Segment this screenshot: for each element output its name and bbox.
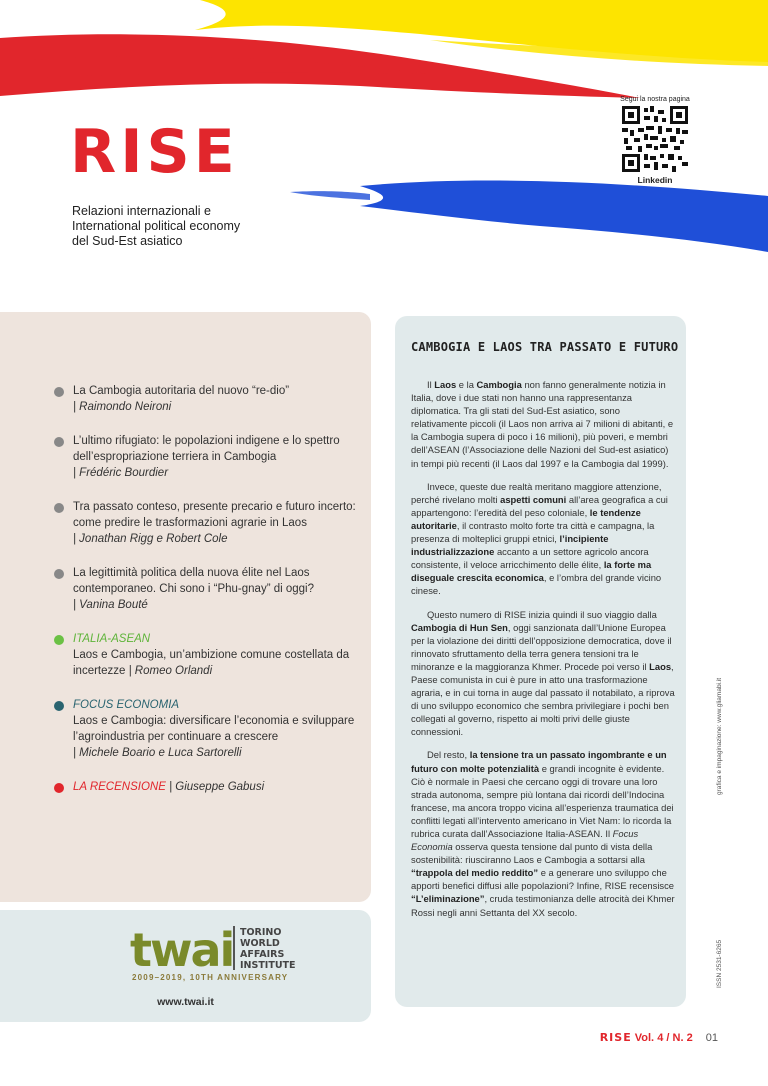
footer-num: 2 [686, 1032, 693, 1044]
toc-author: | Frédéric Bourdier [73, 467, 169, 479]
toc-item-recensione[interactable] [54, 779, 364, 795]
issn-number: ISSN 2531-6265 [716, 939, 723, 988]
twai-name-line: WORLD [240, 938, 280, 949]
toc-title: Laos e Cambogia: diversificare l’economia e sviluppare l’agroindustria per continuare a crescere [73, 715, 355, 743]
qr-code-icon[interactable] [622, 106, 688, 172]
bullet-icon [54, 437, 64, 447]
bold-run: la tensione tra un passato ingombrante e un futuro con molte potenzialità [411, 749, 667, 774]
bullet-icon [54, 503, 64, 513]
bold-run: “L’eliminazione” [411, 893, 485, 905]
rise-logo: RISE [70, 117, 239, 187]
bold-run: Laos [649, 660, 672, 672]
subtitle-line: International political economy [72, 219, 241, 233]
bullet-icon [54, 569, 64, 579]
blue-stroke-tail [290, 191, 370, 200]
bullet-icon [54, 387, 64, 397]
subtitle-line: Relazioni internazionali e [72, 204, 211, 218]
table-of-contents [54, 383, 364, 813]
twai-logo [130, 922, 310, 980]
linkedin-label[interactable]: Linkedin [637, 175, 673, 185]
page-number: 01 [705, 1032, 718, 1044]
toc-title: La Cambogia autoritaria del nuovo “re-dio” [73, 385, 290, 397]
toc-item[interactable] [54, 499, 364, 547]
qr-caption: Segui la nostra pagina [620, 96, 690, 103]
toc-item[interactable] [54, 565, 364, 613]
toc-author: | Vanina Bouté [73, 599, 148, 611]
toc-section-tag: FOCUS ECONOMIA [73, 699, 180, 711]
twai-anniversary: 2009–2019, 10TH ANNIVERSARY [132, 973, 289, 982]
bold-run: la forte ma diseguale crescita economica [411, 559, 652, 584]
toc-item[interactable] [54, 433, 364, 481]
footer-rise: RISE [599, 1031, 632, 1044]
footer-separator: / [666, 1032, 670, 1044]
toc-item[interactable] [54, 383, 364, 415]
footer-num-label: N. [672, 1032, 684, 1044]
twai-name-line: AFFAIRS [240, 949, 285, 960]
bold-run: Laos [434, 379, 457, 390]
blue-stroke [360, 181, 768, 252]
bold-run: l’incipiente industrializzazione [411, 533, 609, 558]
linkedin-qr-block[interactable] [612, 96, 698, 185]
toc-author: | Giuseppe Gabusi [165, 781, 265, 793]
toc-item-italia-asean[interactable] [54, 631, 364, 679]
twai-name-line: INSTITUTE [240, 960, 296, 971]
twai-link[interactable]: www.twai.it [157, 996, 214, 1008]
page-footer [600, 1031, 718, 1044]
subtitle-line: del Sud-Est asiatico [72, 234, 183, 248]
article-paragraph: Questo numero di RISE inizia quindi il suo viaggio dalla Cambogia di Hun Sen, oggi sanzionata dall’Unione Europea per la violazione dei diritti dell’opposizione democratica, dove il rinnovato sfruttamento della terra genera tensioni tra le minoranze e la maggioranza Khmer. Procede poi verso il Laos, Paese comunista in cui è pure in atto una trasformazione agraria, e in cui torna in auge dal passato il notabilato, a riprova di uno sviluppo economico che sembra privilegiare i pochi ben collegati al governo, rispetto ai molti privi delle giuste connessioni. [411, 608, 675, 738]
italic-run: Focus Economia [411, 828, 639, 853]
article-body [411, 378, 677, 929]
toc-title: La legittimità politica della nuova élite nel Laos contemporaneo. Chi sono i “Phu-gnay” di oggi? [73, 567, 315, 595]
twai-wordmark: twai [130, 923, 234, 977]
toc-title: L’ultimo rifugiato: le popolazioni indigene e lo spettro dell’espropriazione terriera in Cambogia [73, 435, 340, 463]
toc-title: Laos e Cambogia, un’ambizione comune costellata da incertezze [73, 649, 350, 677]
footer-vol: 4 [657, 1032, 664, 1044]
bold-run: aspetti comuni [500, 493, 567, 505]
article-paragraph: Del resto, la tensione tra un passato ingombrante e un futuro con molte potenzialità e grandi incognite è evidente. Ciò è normale in Paesi che cercano oggi di trovare una loro strada autonoma, sempre più lontana dai ricordi dell’Indocina francese, ma ancora troppo vicina all’esperienza traumatica dei conflitti legati all’intervento americano in Viet Nam: lo ricorda la rubrica curata dall’Associazione Italia-ASEAN. Il Focus Economia osserva questa tensione dal punto di vista della sostenibilità: riusciranno Laos e Cambogia a sottarsi alla “trappola del medio reddito” e a generare uno sviluppo che apporti benefici diffusi alle popolazioni? Infine, RISE recensisce “L’eliminazione”, cruda testimonianza delle atrocità dei Khmer Rossi negli anni Settanta del XX secolo. [411, 749, 675, 918]
publication-subtitle [72, 204, 292, 249]
article-paragraph: Invece, queste due realtà meritano maggiore attenzione, perché rivelano molti aspetti comuni all’area geografica a cui appartengono: l’eredità del peso coloniale, le tendenze autoritarie, il contrasto molto forte tra città e campagna, la presenza di molteplici gruppi etnici, l’incipiente industrializzazione accanto a un settore agricolo ancora consistente, il veloce arricchimento delle élite, la forte ma diseguale crescita economica, e l’ombra del grande vicino cinese. [411, 480, 668, 597]
twai-name-line: TORINO [240, 927, 282, 938]
footer-vol-label: Vol. [634, 1032, 655, 1044]
toc-section-tag: ITALIA-ASEAN [73, 633, 151, 645]
toc-author: | Michele Boario e Luca Sartorelli [73, 747, 242, 759]
article-paragraph: Il Laos e la Cambogia non fanno generalmente notizia in Italia, dove i due stati non hanno una rappresentanza diplomatica. Tra gli stati del Sud-Est asiatico, sono relativamente piccoli (il Laos non arriva ai 7 milioni di abitanti, e la Cambogia supera di poco i 16 milioni), più poveri, e membri dell’ASEAN (l’Associazione delle Nazioni del Sud-est asiatico) in tempi più recenti (il Laos dal 1997 e la Cambogia dal 1999). [411, 379, 674, 469]
bold-run: Cambogia [476, 379, 522, 390]
bold-run: le tendenze autoritarie [411, 506, 641, 531]
bullet-icon [54, 635, 64, 645]
toc-item-focus-economia[interactable] [54, 697, 364, 761]
toc-title: Tra passato conteso, presente precario e futuro incerto: come predire le trasformazioni agrarie in Laos [73, 501, 356, 529]
bold-run: “trappola del medio reddito” [411, 867, 539, 879]
bullet-icon [54, 783, 64, 793]
bold-run: Cambogia di Hun Sen [411, 621, 508, 633]
design-credit: grafica e impaginazione: www.gliamabi.it [716, 677, 723, 795]
toc-section-tag: LA RECENSIONE [73, 781, 166, 793]
toc-author: | Romeo Orlandi [128, 665, 213, 677]
toc-author: | Raimondo Neironi [73, 401, 172, 413]
article-title: CAMBOGIA E LAOS TRA PASSATO E FUTURO [411, 340, 679, 354]
toc-author: | Jonathan Rigg e Robert Cole [73, 533, 228, 545]
bullet-icon [54, 701, 64, 711]
